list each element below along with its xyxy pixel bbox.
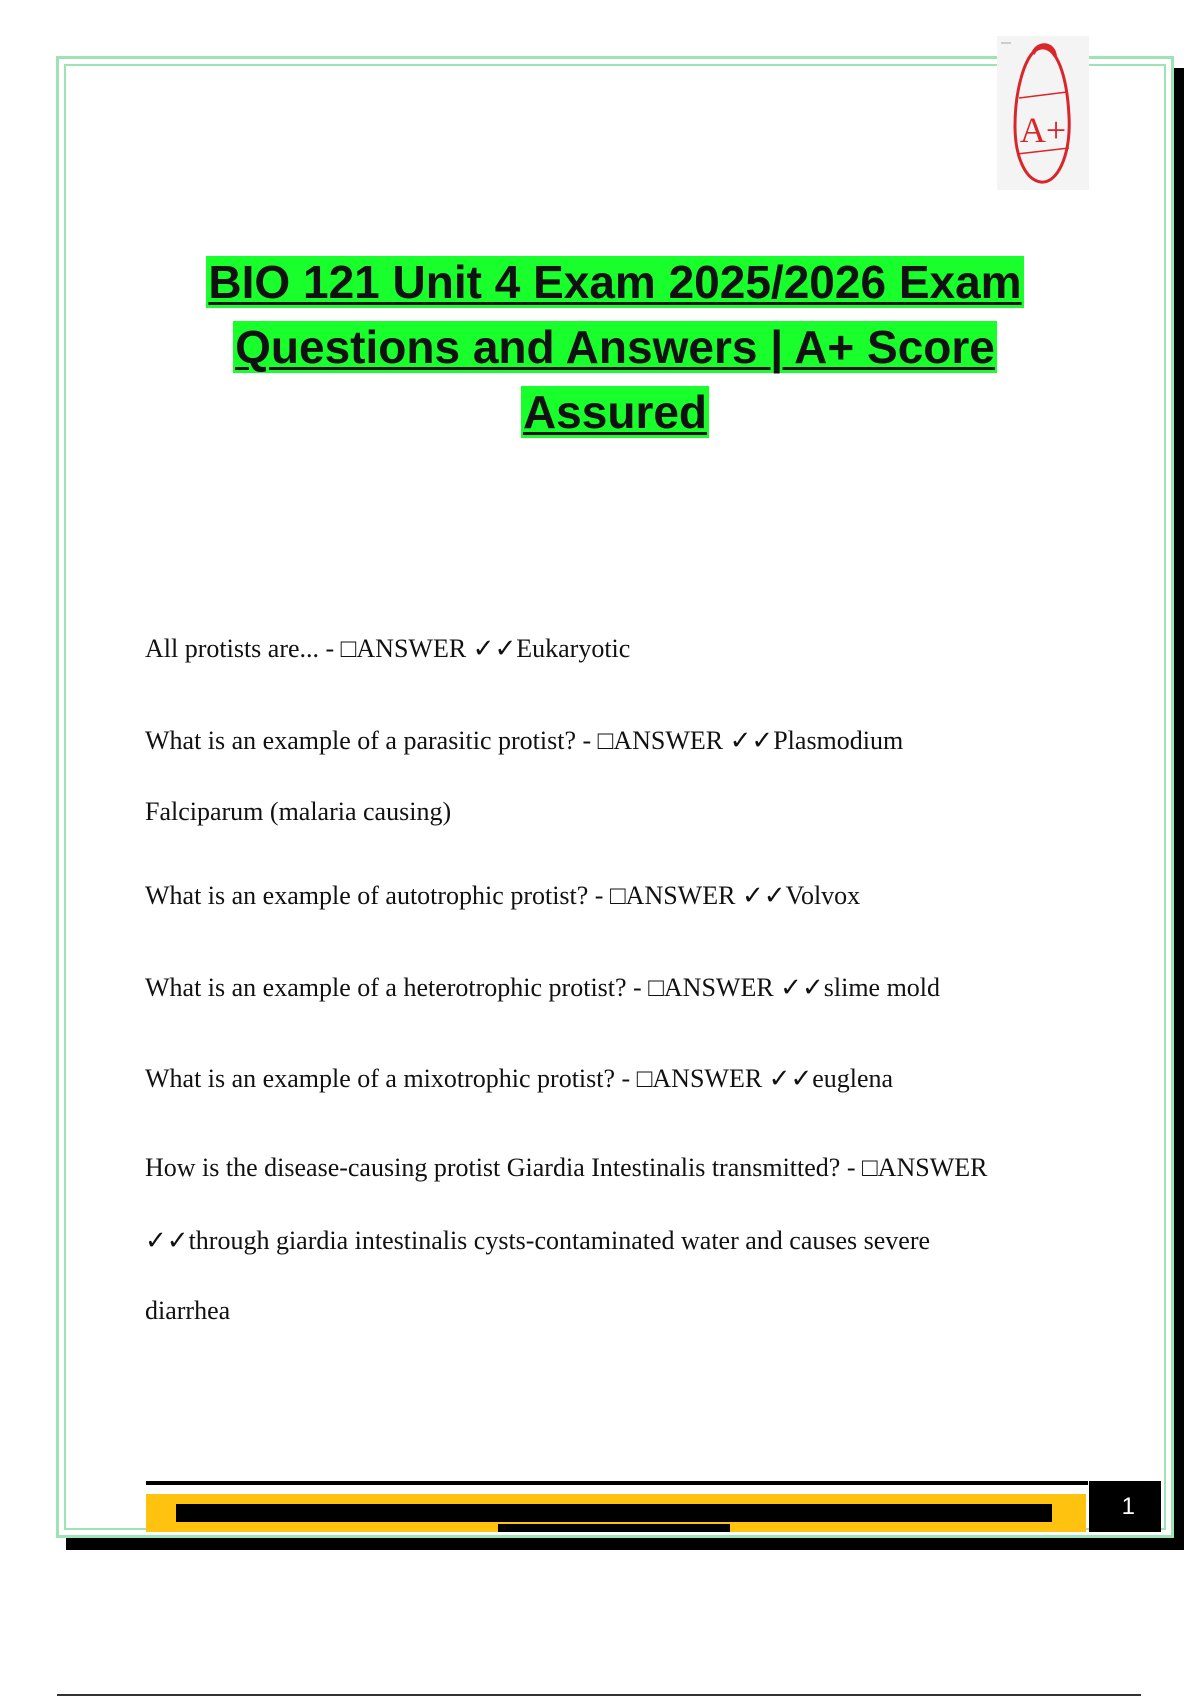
page-number: 1 — [1089, 1481, 1161, 1532]
qa-line: What is an example of a parasitic protist? - □ANSWER ✓✓Plasmodium — [145, 726, 904, 755]
title-line-3: Assured — [522, 386, 708, 438]
a-plus-stamp-icon — [997, 36, 1089, 190]
footer-band-tab — [498, 1524, 730, 1532]
footer-band-bar — [176, 1504, 1052, 1522]
title-line-2: Questions and Answers | A+ Score — [235, 321, 995, 373]
a-plus-stamp — [997, 36, 1089, 190]
qa-line: ✓✓through giardia intestinalis cysts-contaminated water and causes severe — [145, 1226, 931, 1255]
qa-line: How is the disease-causing protist Giardia Intestinalis transmitted? - □ANSWER — [145, 1153, 988, 1182]
qa-line: What is an example of a heterotrophic protist? - □ANSWER ✓✓slime mold — [145, 973, 941, 1002]
stamp-label: A+ — [1019, 110, 1067, 150]
qa-line: All protists are... - □ANSWER ✓✓Eukaryotic — [145, 634, 631, 663]
document-title — [130, 250, 1100, 445]
page-bottom-rule — [57, 1694, 1141, 1696]
footer-rule — [146, 1481, 1088, 1485]
qa-line: Falciparum (malaria causing) — [145, 797, 452, 826]
qa-line: What is an example of autotrophic protist? - □ANSWER ✓✓Volvox — [145, 881, 861, 910]
footer-band — [146, 1494, 1086, 1532]
qa-line: What is an example of a mixotrophic protist? - □ANSWER ✓✓euglena — [145, 1064, 894, 1093]
title-line-1: BIO 121 Unit 4 Exam 2025/2026 Exam — [208, 256, 1022, 308]
qa-line: diarrhea — [145, 1296, 231, 1325]
